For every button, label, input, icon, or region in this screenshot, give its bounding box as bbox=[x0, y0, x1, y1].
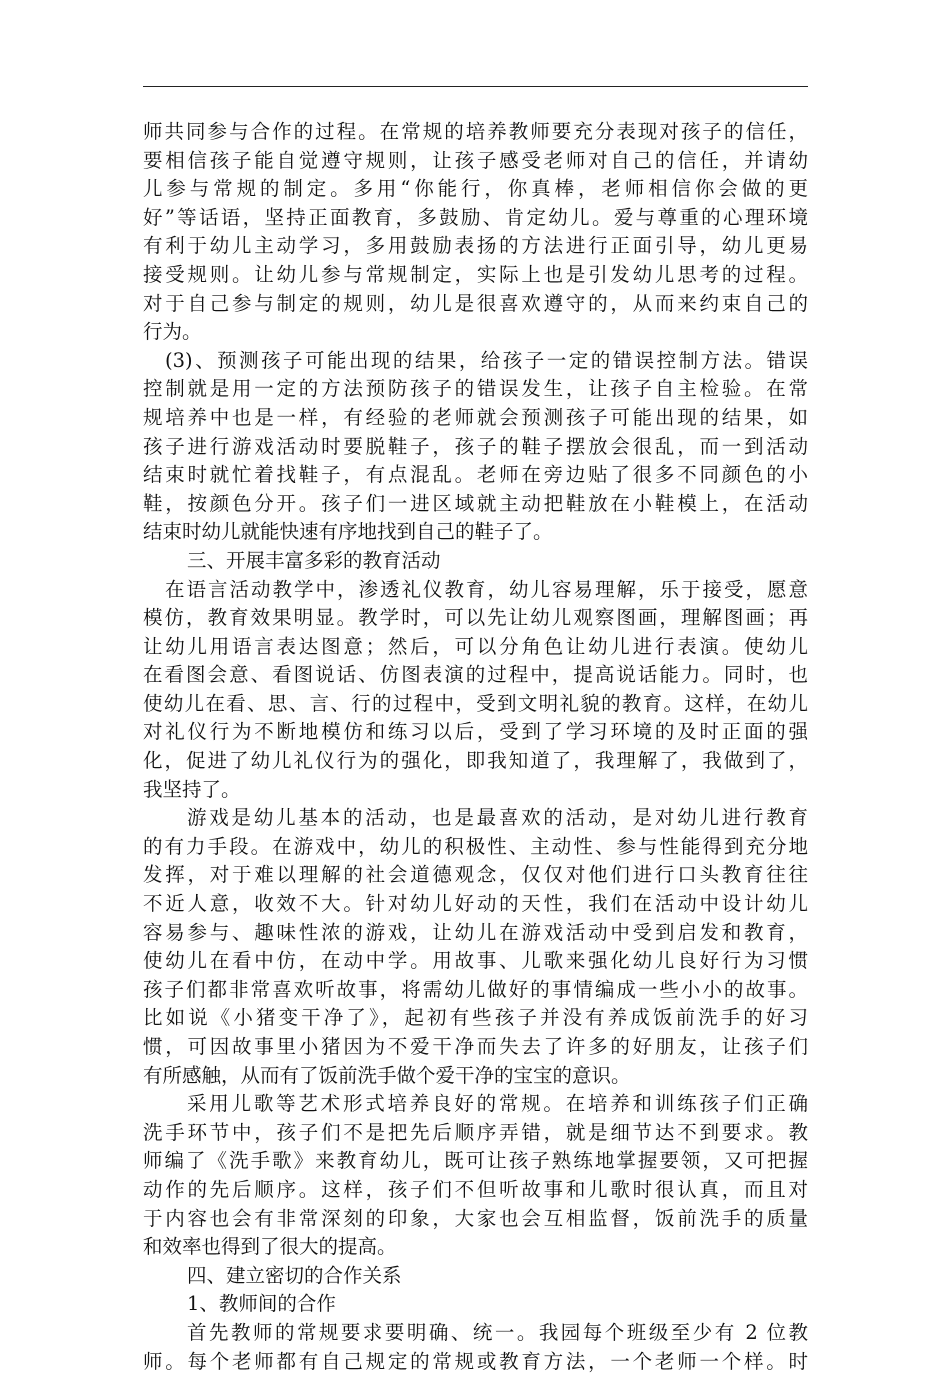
text-line: 在语言活动教学中，渗透礼仪教育，幼儿容易理解，乐于接受，愿意 bbox=[165, 577, 808, 601]
text-line: 有利于幼儿主动学习，多用鼓励表扬的方法进行正面引导，幼儿更易 bbox=[143, 234, 808, 258]
text-line: 让幼儿用语言表达图意；然后，可以分角色让幼儿进行表演。使幼儿 bbox=[143, 634, 808, 658]
text-line: 不近人意，收效不大。针对幼儿好动的天性，我们在活动中设计幼儿 bbox=[143, 892, 808, 916]
text-line: 对于自己参与制定的规则，幼儿是很喜欢遵守的，从而来约束自己的 bbox=[143, 291, 808, 315]
text-line: 要相信孩子能自觉遵守规则，让孩子感受老师对自己的信任，并请幼 bbox=[143, 148, 808, 172]
text-line: 动作的先后顺序。这样，孩子们不但听故事和儿歌时很认真，而且对 bbox=[143, 1177, 808, 1201]
text-line: 的有力手段。在游戏中，幼儿的积极性、主动性、参与性能得到充分地 bbox=[143, 834, 808, 858]
text-line: 我坚持了。 bbox=[143, 777, 241, 801]
text-line: 容易参与、趣味性浓的游戏，让幼儿在游戏活动中受到启发和教育， bbox=[143, 920, 808, 944]
text-line: 控制就是用一定的方法预防孩子的错误发生，让孩子自主检验。在常 bbox=[143, 377, 808, 401]
text-line: 鞋，按颜色分开。孩子们一进区域就主动把鞋放在小鞋模上，在活动 bbox=[143, 491, 808, 515]
text-line: 好”等话语，坚持正面教育，多鼓励、肯定幼儿。爱与尊重的心理环境 bbox=[143, 205, 808, 229]
section-heading: 四、建立密切的合作关系 bbox=[187, 1263, 402, 1287]
text-line: 首先教师的常规要求要明确、统一。我园每个班级至少有 2 位教 bbox=[187, 1320, 808, 1344]
text-line: 惯，可因故事里小猪因为不爱干净而失去了许多的好朋友，让孩子们 bbox=[143, 1035, 808, 1058]
text-line: 有所感触，从而有了饭前洗手做个爱干净的宝宝的意识。 bbox=[143, 1063, 631, 1087]
text-line: 化，促进了幼儿礼仪行为的强化，即我知道了，我理解了，我做到了， bbox=[143, 749, 808, 773]
text-line: 结束时就忙着找鞋子，有点混乱。老师在旁边贴了很多不同颜色的小 bbox=[143, 463, 808, 487]
text-line: 规培养中也是一样，有经验的老师就会预测孩子可能出现的结果，如 bbox=[143, 405, 808, 429]
text-line: 于内容也会有非常深刻的印象，大家也会互相监督，饭前洗手的质量 bbox=[143, 1206, 808, 1230]
text-line: 接受规则。让幼儿参与常规制定，实际上也是引发幼儿思考的过程。 bbox=[143, 262, 808, 286]
text-line: 在看图会意、看图说话、仿图表演的过程中，提高说话能力。同时，也 bbox=[143, 663, 808, 687]
text-line: (3)、预测孩子可能出现的结果，给孩子一定的错误控制方法。错误 bbox=[165, 348, 808, 372]
text-line: 洗手环节中，孩子们不是把先后顺序弄错，就是细节达不到要求。教 bbox=[143, 1120, 808, 1144]
header-rule bbox=[143, 86, 808, 87]
text-line: 儿参与常规的制定。多用“你能行，你真棒，老师相信你会做的更 bbox=[143, 177, 808, 201]
text-line: 使幼儿在看中仿，在动中学。用故事、儿歌来强化幼儿良好行为习惯 bbox=[143, 949, 808, 973]
text-line: 比如说《小猪变干净了》，起初有些孩子并没有养成饭前洗手的好习 bbox=[143, 1006, 808, 1030]
section-heading: 三、开展丰富多彩的教育活动 bbox=[187, 548, 441, 572]
text-line: 行为。 bbox=[143, 320, 202, 344]
text-line: 使幼儿在看、思、言、行的过程中，受到文明礼貌的教育。这样，在幼儿 bbox=[143, 691, 808, 715]
subsection-heading: 1、教师间的合作 bbox=[187, 1292, 336, 1316]
text-line: 师。每个老师都有自己规定的常规或教育方法，一个老师一个样。时 bbox=[143, 1349, 808, 1373]
text-line: 对礼仪行为不断地模仿和练习以后，受到了学习环境的及时正面的强 bbox=[143, 720, 808, 744]
text-line: 发挥，对于难以理解的社会道德观念，仅仅对他们进行口头教育往往 bbox=[143, 863, 808, 887]
text-line: 和效率也得到了很大的提高。 bbox=[143, 1235, 397, 1259]
text-line: 游戏是幼儿基本的活动，也是最喜欢的活动，是对幼儿进行教育 bbox=[187, 806, 808, 830]
document-body bbox=[143, 118, 808, 1376]
text-line: 采用儿歌等艺术形式培养良好的常规。在培养和训练孩子们正确 bbox=[187, 1092, 808, 1116]
text-line: 师共同参与合作的过程。在常规的培养教师要充分表现对孩子的信任， bbox=[143, 120, 808, 143]
text-line: 孩子进行游戏活动时要脱鞋子，孩子的鞋子摆放会很乱，而一到活动 bbox=[143, 434, 808, 458]
text-line: 模仿，教育效果明显。教学时，可以先让幼儿观察图画，理解图画；再 bbox=[143, 606, 808, 630]
text-line: 结束时幼儿就能快速有序地找到自己的鞋子了。 bbox=[143, 520, 553, 544]
text-line: 孩子们都非常喜欢听故事，将需幼儿做好的事情编成一些小小的故事。 bbox=[143, 977, 808, 1001]
text-line: 师编了《洗手歌》来教育幼儿，既可让孩子熟练地掌握要领，又可把握 bbox=[143, 1149, 808, 1173]
